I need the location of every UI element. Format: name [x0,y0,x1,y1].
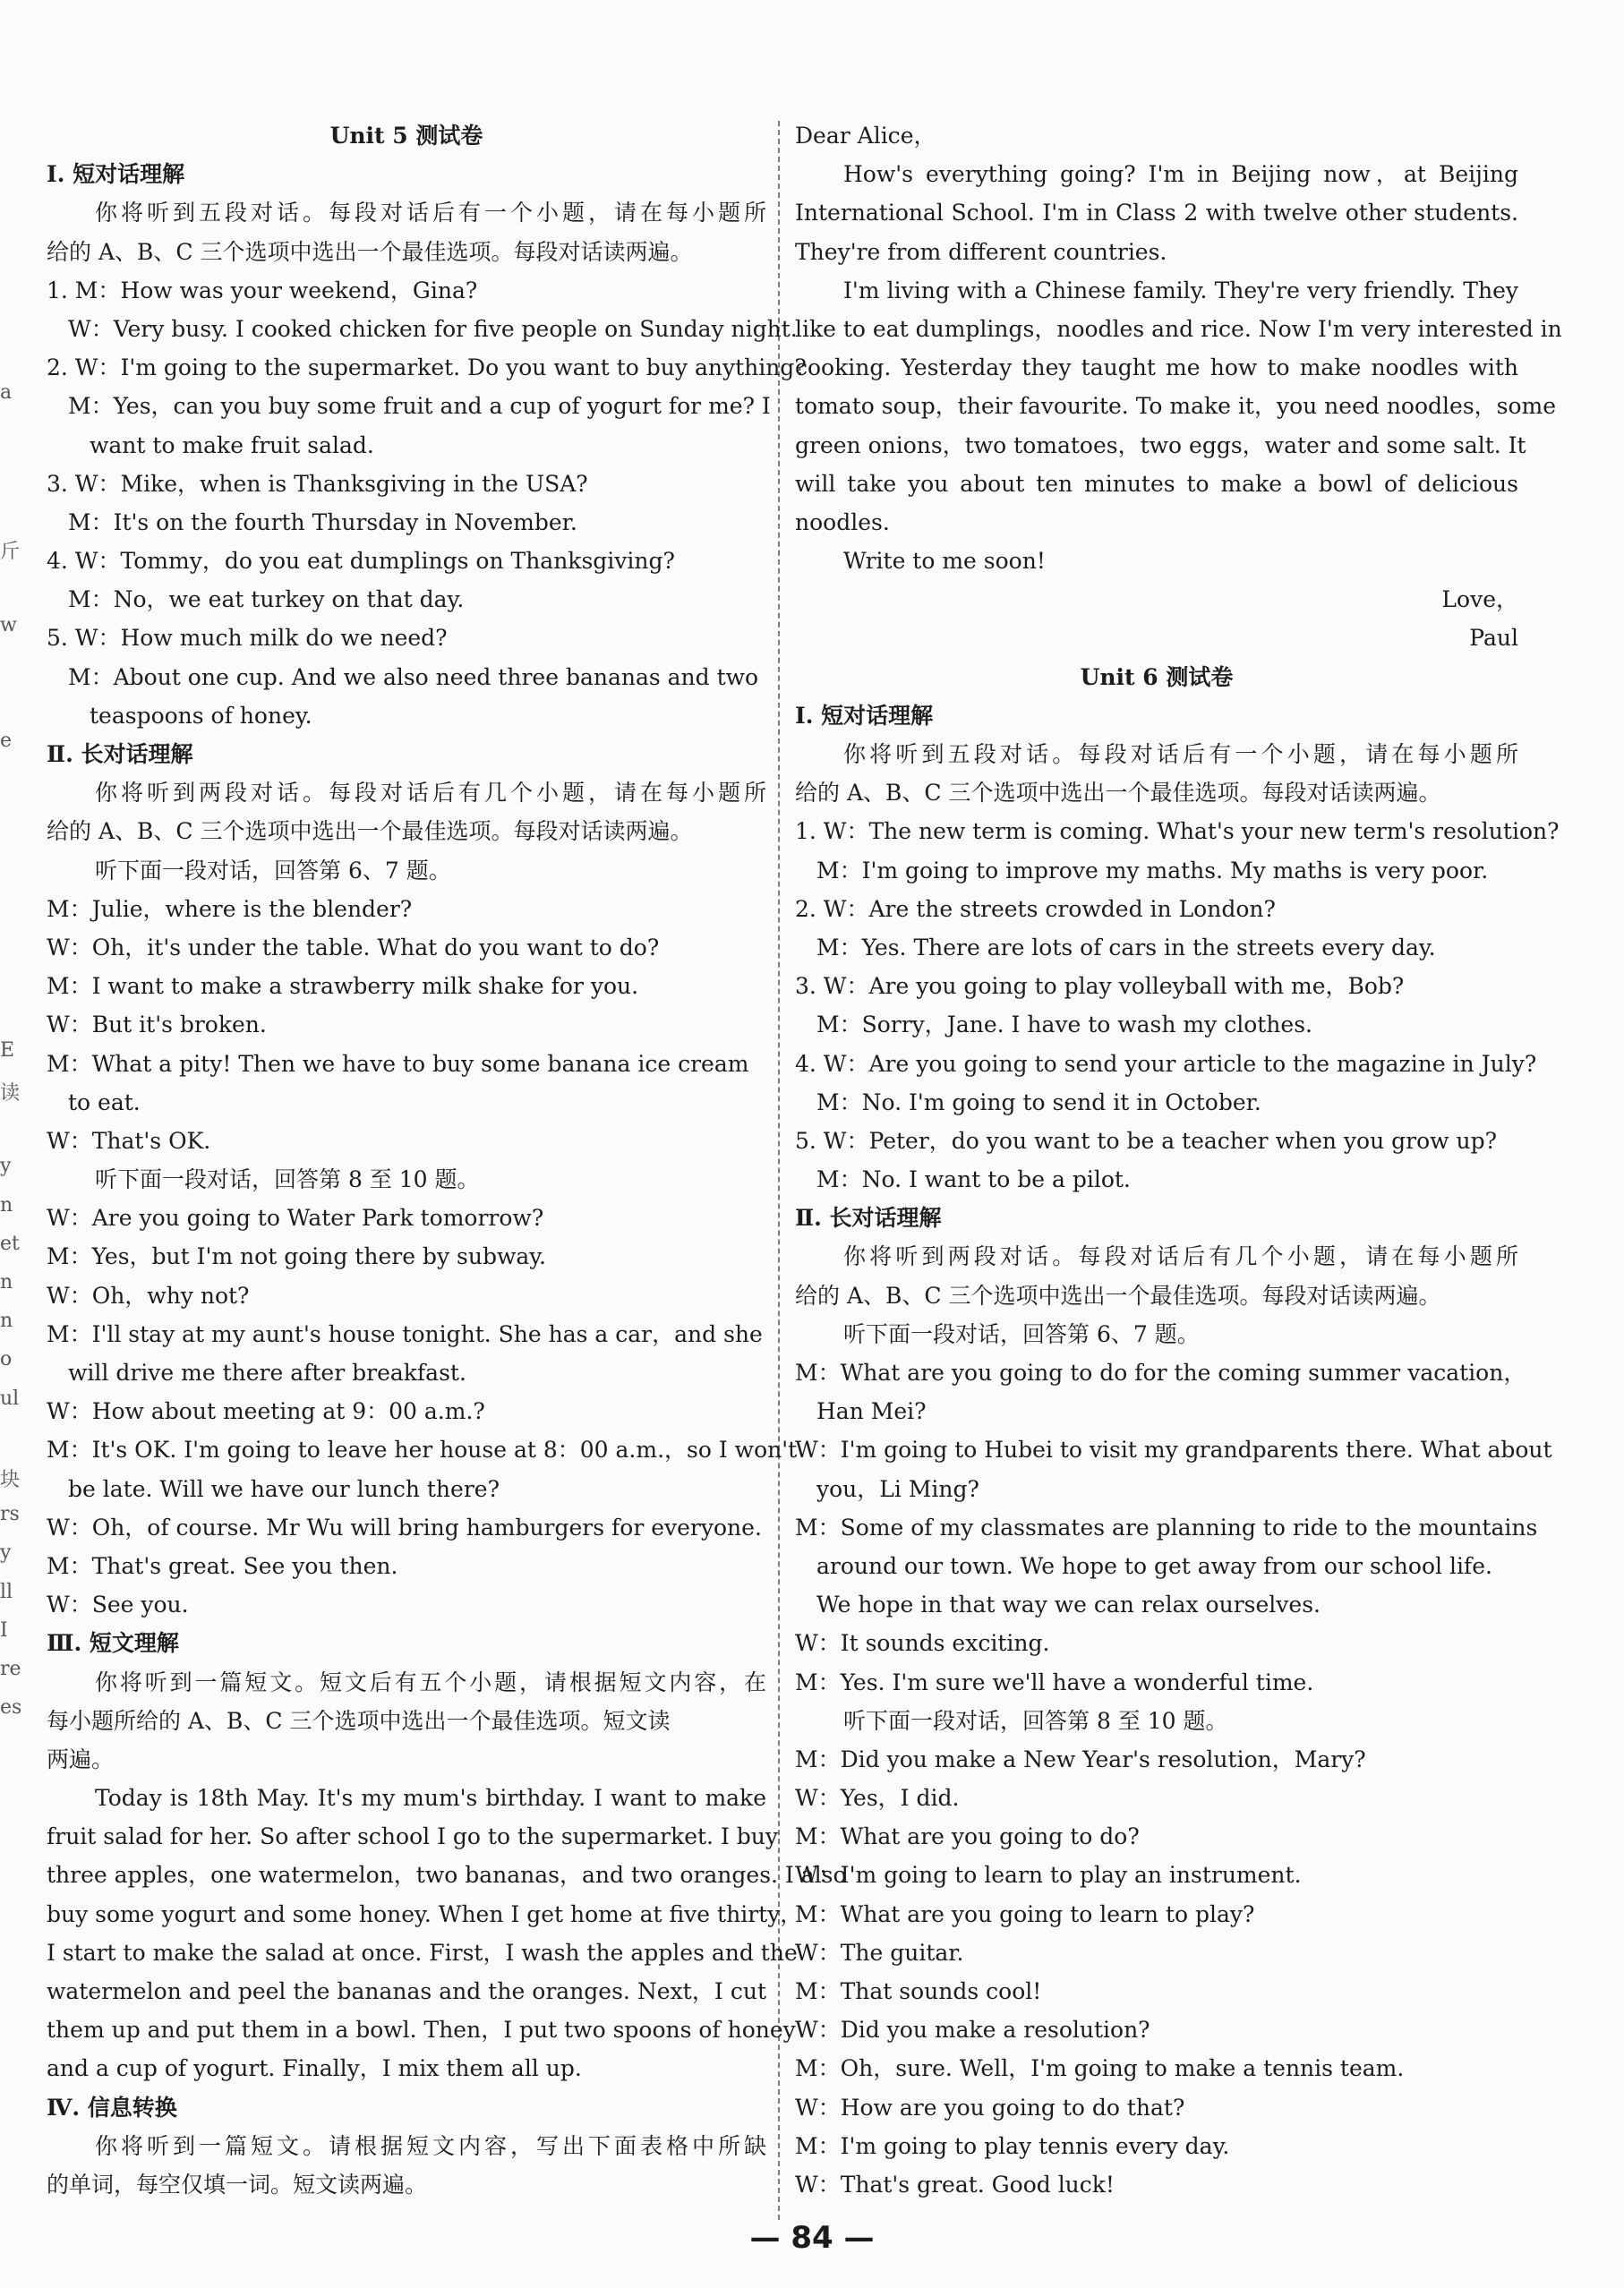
left-column-line: W：But it's broken. [47,1012,267,1038]
left-column-line: W：How about meeting at 9：00 a.m.? [47,1398,485,1425]
left-column-line: W：Oh，of course. Mr Wu will bring hamburgers for everyone. [47,1514,762,1541]
left-column-line: fruit salad for her. So after school I go to the supermarket. I buy [47,1823,779,1850]
left-column-line: M：I want to make a strawberry milk shake for you. [47,973,639,1000]
right-column-line: 4. W：Are you going to send your article to the magazine in July? [795,1050,1537,1077]
left-column-line: W：Very busy. I cooked chicken for five people on Sunday night. [68,315,798,342]
left-column-line: W：Oh，it's under the table. What do you want to do? [47,934,660,960]
left-column-line: 4. W：Tommy，do you eat dumplings on Thanksgiving? [47,548,675,575]
right-column-line: green onions，two tomatoes，two eggs，water and some salt. It [795,431,1526,458]
right-column-line: We hope in that way we can relax ourselves. [816,1592,1321,1618]
right-column-line: M：What are you going to do for the coming summer vacation， [795,1360,1526,1386]
page-number: — 84 — [749,2220,875,2256]
right-column-line: They're from different countries. [795,238,1167,265]
right-column-line: W：It sounds exciting. [795,1630,1050,1657]
left-column-line: 听下面一段对话，回答第 6、7 题。 [95,857,451,884]
edge-fragment: n [0,1310,13,1333]
right-column-line: 你将听到五段对话。每段对话后有一个小题，请在每小题所 [843,741,1518,767]
left-column-line: M：Yes，can you buy some fruit and a cup of yogurt for me? I [68,393,771,420]
right-column-line: M：Some of my classmates are planning to ride to the mountains [795,1514,1538,1541]
left-column-line: I start to make the salad at once. First，I wash the apples and the [47,1939,798,1966]
right-column-line: M：Yes. I'm sure we'll have a wonderful time. [795,1669,1314,1695]
left-column-line: 你将听到五段对话。每段对话后有一个小题，请在每小题所 [95,200,766,226]
right-column-line: 2. W：Are the streets crowded in London? [795,895,1276,922]
right-column-line: W：I'm going to Hubei to visit my grandparents there. What about [795,1437,1552,1464]
left-column-line: Today is 18th May. It's my mum's birthday. I want to make [95,1785,766,1812]
left-column-line: will drive me there after breakfast. [68,1360,466,1386]
left-column-line: 5. W：How much milk do we need? [47,625,448,652]
edge-fragment: e [0,730,13,753]
left-column-line: M：What a pity! Then we have to buy some banana ice cream [47,1050,749,1077]
right-column-line: 给的 A、B、C 三个选项中选出一个最佳选项。每段对话读两遍。 [795,780,1441,807]
left-column-line: 的单词，每空仅填一词。短文读两遍。 [47,2171,428,2198]
right-column-line: I'm living with a Chinese family. They're very friendly. They [843,277,1518,303]
left-column-line: Ⅰ. 短对话理解 [47,161,185,188]
left-column-line: Ⅲ. 短文理解 [47,1630,179,1657]
left-column-line: 1. M：How was your weekend，Gina? [47,277,478,303]
right-column-line: cooking. Yesterday they taught me how to make noodles with [795,354,1518,381]
edge-fragment: ul [0,1387,20,1410]
right-column-line: Ⅱ. 长对话理解 [795,1205,942,1232]
left-column-line: to eat. [68,1089,141,1115]
right-column-line: 1. W：The new term is coming. What's your new term's resolution? [795,818,1560,845]
edge-fragment: 读 [0,1082,21,1105]
right-column-line: W：Yes，I did. [795,1785,960,1812]
left-column-line: buy some yogurt and some honey. When I get home at five thirty， [47,1900,803,1927]
edge-fragment: a [0,381,13,405]
left-column-line: Unit 5 测试卷 [329,123,483,149]
left-column-line: 2. W：I'm going to the supermarket. Do you want to buy anything? [47,354,807,381]
right-column-line: M：Did you make a New Year's resolution，Mary? [795,1746,1366,1772]
right-column-line: 5. W：Peter，do you want to be a teacher when you grow up? [795,1127,1498,1154]
edge-fragment: rs [0,1503,20,1526]
left-column-line: 给的 A、B、C 三个选项中选出一个最佳选项。每段对话读两遍。 [47,818,693,845]
right-column-line: 你将听到两段对话。每段对话后有几个小题，请在每小题所 [843,1243,1518,1270]
right-column-line: M：That sounds cool! [795,1978,1042,2004]
right-column-line: W：How are you going to do that? [795,2094,1185,2121]
edge-fragment: I [0,1618,8,1642]
right-column-line: M：I'm going to play tennis every day. [795,2132,1230,2159]
right-column-line: M：Yes. There are lots of cars in the streets every day. [816,934,1436,960]
left-column-line: 你将听到两段对话。每段对话后有几个小题，请在每小题所 [95,780,766,807]
left-column-line: 你将听到一篇短文。短文后有五个小题，请根据短文内容，在 [95,1669,766,1695]
right-column-line: M：Sorry，Jane. I have to wash my clothes. [816,1012,1312,1038]
edge-fragment: n [0,1193,13,1217]
right-column-line: Dear Alice， [795,123,936,149]
right-column-line: 听下面一段对话，回答第 8 至 10 题。 [843,1707,1228,1734]
left-column-line: M：About one cup. And we also need three bananas and two [68,663,759,690]
right-column-line: 3. W：Are you going to play volleyball with me，Bob? [795,973,1405,1000]
left-column-line: 你将听到一篇短文。请根据短文内容，写出下面表格中所缺 [95,2132,766,2159]
left-column-line: want to make fruit salad. [90,431,374,458]
right-column-line: W：Did you make a resolution? [795,2017,1150,2044]
left-column-line: M：That's great. See you then. [47,1552,398,1579]
right-column-line: Ⅰ. 短对话理解 [795,702,934,729]
left-column-line: 3. W：Mike，when is Thanksgiving in the USA? [47,470,588,497]
left-column-line: W：That's OK. [47,1127,211,1154]
left-column-line: W：See you. [47,1592,189,1618]
right-column-line: Love， [1441,586,1518,613]
right-column-line: will take you about ten minutes to make a bowl of delicious [795,470,1518,497]
left-column-line: three apples，one watermelon，two bananas，and two oranges. I also [47,1862,847,1889]
edge-fragment: ll [0,1580,13,1603]
left-column-line: Ⅳ. 信息转换 [47,2094,177,2121]
edge-fragment: 块 [0,1469,21,1491]
right-column-line: M：Oh，sure. Well，I'm going to make a tennis team. [795,2055,1405,2082]
left-column-line: watermelon and peel the bananas and the oranges. Next，I cut [47,1978,766,2004]
left-column-line: M：I'll stay at my aunt's house tonight. She has a car，and she [47,1320,763,1347]
right-column-line: Unit 6 测试卷 [1080,663,1234,690]
left-column-line: Ⅱ. 长对话理解 [47,741,193,767]
right-column-line: Paul [1469,625,1518,652]
right-column-line: like to eat dumplings，noodles and rice. Now I'm very interested in [795,315,1562,342]
right-column-line: M：No. I'm going to send it in October. [816,1089,1261,1115]
right-column-line: 听下面一段对话，回答第 6、7 题。 [843,1320,1200,1347]
right-column-line: M：I'm going to improve my maths. My maths is very poor. [816,857,1489,884]
left-column-line: M：Yes，but I'm not going there by subway. [47,1243,546,1270]
right-column-line: W：I'm going to learn to play an instrument. [795,1862,1302,1889]
left-column-line: them up and put them in a bowl. Then，I put two spoons of honey [47,2017,796,2044]
right-column [795,116,1562,2204]
left-column-line: M：No，we eat turkey on that day. [68,586,465,613]
left-column-line: 每小题所给的 A、B、C 三个选项中选出一个最佳选项。短文读 [47,1707,671,1734]
right-column-line: How's everything going? I'm in Beijing now，at Beijing [843,161,1518,188]
edge-fragment: E [0,1038,15,1062]
edge-fragment: w [0,613,17,636]
left-column-line: be late. Will we have our lunch there? [68,1475,500,1502]
right-column-line: you，Li Ming? [816,1475,979,1502]
right-column-line: 给的 A、B、C 三个选项中选出一个最佳选项。每段对话读两遍。 [795,1282,1441,1309]
left-column-line: M：It's on the fourth Thursday in November. [68,508,577,535]
right-column-line: M：No. I want to be a pilot. [816,1166,1131,1193]
left-column-line: 听下面一段对话，回答第 8 至 10 题。 [95,1166,480,1193]
edge-fragment: es [0,1696,22,1720]
left-column-line: W：Oh，why not? [47,1282,250,1309]
right-column-line: W：That's great. Good luck! [795,2171,1115,2198]
left-column-line: 给的 A、B、C 三个选项中选出一个最佳选项。每段对话读两遍。 [47,238,693,265]
right-column-line: tomato soup，their favourite. To make it，you need noodles，some [795,393,1557,420]
left-column-line: and a cup of yogurt. Finally，I mix them all up. [47,2055,582,2082]
right-column-line: Write to me soon! [843,548,1046,575]
right-column-line: M：What are you going to do? [795,1823,1140,1850]
edge-fragment: et [0,1232,20,1255]
right-column-line: M：What are you going to learn to play? [795,1900,1255,1927]
right-column-line: International School. I'm in Class 2 with twelve other students. [795,200,1518,226]
right-column-line: noodles. [795,508,890,535]
edge-fragment: re [0,1658,21,1680]
left-column-line: teaspoons of honey. [90,702,312,729]
left-column-line: W：Are you going to Water Park tomorrow? [47,1205,544,1232]
left-column-line: M：Julie，where is the blender? [47,895,413,922]
edge-fragment: 斤 [0,541,21,564]
edge-fragment: o [0,1348,13,1371]
edge-fragment: y [0,1155,12,1178]
edge-fragment: n [0,1271,13,1293]
left-column-line: M：It's OK. I'm going to leave her house at 8：00 a.m.，so I won't [47,1437,798,1464]
right-column-line: around our town. We hope to get away from our school life. [816,1552,1492,1579]
edge-fragment: y [0,1541,12,1565]
left-column-line: 两遍。 [47,1746,115,1772]
right-column-line: W：The guitar. [795,1939,964,1966]
right-column-line: Han Mei? [816,1398,927,1425]
